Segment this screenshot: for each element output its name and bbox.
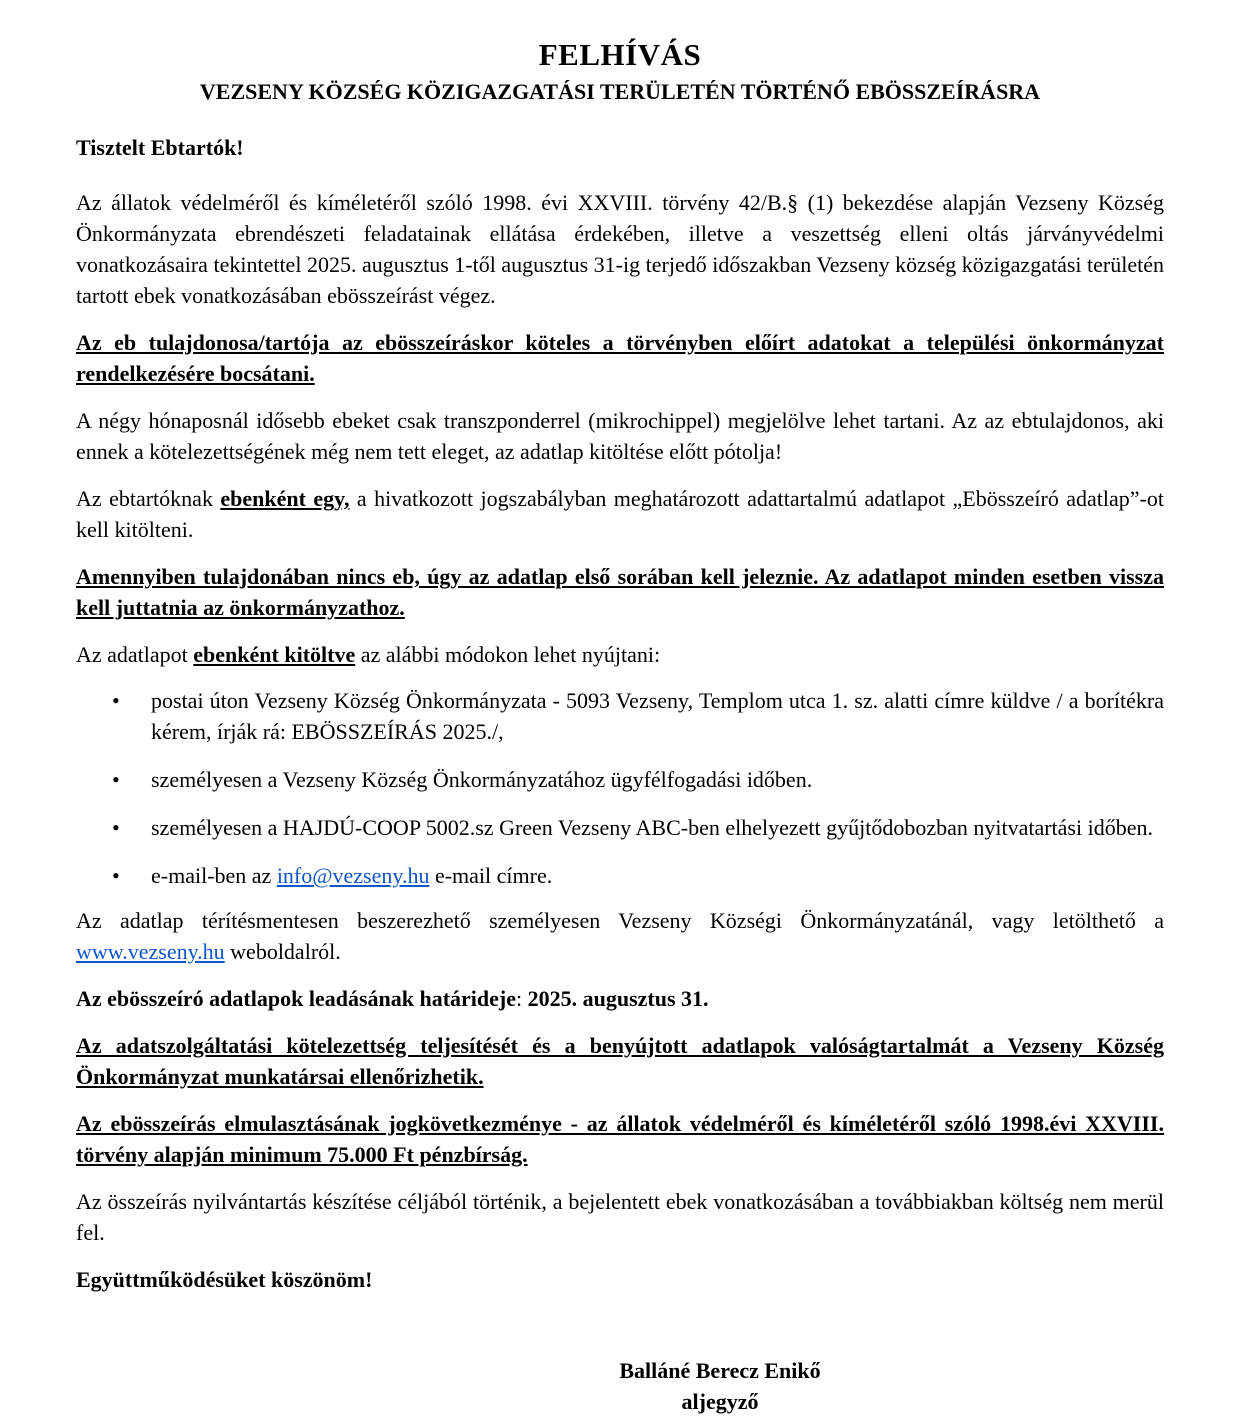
submission-methods-list [76,685,1164,891]
form-note-suffix: a hivatkozott jogszabályban meghatározott adattartalmú adatlapot „Ebösszeíró adatlap”-ot kell kitölteni. [76,486,1165,542]
website-link[interactable]: www.vezseny.hu [76,939,225,964]
obligation-paragraph: Az eb tulajdonosa/tartója az ebösszeíráskor köteles a törvényben előírt adatokat a települési önkormányzat rendelkezésére bocsátani. [76,330,1164,386]
signature-name: Balláné Berecz Enikő [619,1358,821,1383]
form-note-emphasis: ebenként egy, [220,486,350,511]
method-email [76,860,1164,891]
penalty-paragraph: Az ebösszeírás elmulasztásának jogkövetkezménye - az állatok védelméről és kíméletéről szóló 1998.évi XXVIII. törvény alapján minimum 75.000 Ft pénzbírság. [76,1111,1164,1167]
greeting: Tisztelt Ebtartók! [76,135,244,160]
method-box-text: személyesen a HAJDÚ-COOP 5002.sz Green Vezseny ABC-ben elhelyezett gyűjtődobozban nyitvatartási időben. [151,815,1153,840]
method-email-suffix: e-mail címre. [429,863,553,888]
method-post [76,685,1164,747]
cost-note-paragraph: Az összeírás nyilvántartás készítése céljából történik, a bejelentett ebek vonatkozásában a továbbiakban költség nem merül fel. [76,1189,1164,1245]
deadline-colon: : [516,986,528,1011]
signature-role: aljegyző [681,1389,759,1414]
submit-intro-emphasis: ebenként kitöltve [193,642,356,667]
availability-suffix: weboldalról. [224,939,341,964]
microchip-paragraph: A négy hónaposnál idősebb ebeket csak transzponderrel (mikrochippel) megjelölve lehet tartani. Az az ebtulajdonos, aki ennek a kötelezettségének még nem tett eleget, az adatlap kitöltése előtt pótolja! [76,408,1164,464]
no-dog-paragraph: Amennyiben tulajdonában nincs eb, úgy az adatlap első sorában kell jeleznie. Az adatlapot minden esetben vissza kell juttatnia az önkormányzathoz. [76,564,1164,620]
method-email-prefix: e-mail-ben az [151,863,277,888]
deadline-date: 2025. augusztus 31. [527,986,709,1011]
bullet-icon: • [112,863,120,888]
document-subtitle: VEZSENY KÖZSÉG KÖZIGAZGATÁSI TERÜLETÉN TÖRTÉNŐ EBÖSSZEÍRÁSRA [199,79,1041,104]
method-collection-box [76,812,1164,843]
availability-prefix: Az adatlap térítésmentesen beszerezhető személyesen Vezseny Községi Önkormányzatánál, vagy letölthető a [76,908,1164,933]
form-note-prefix: Az ebtartóknak [76,486,221,511]
form-note-paragraph [76,483,1164,545]
thanks-line: Együttműködésüket köszönöm! [76,1267,373,1292]
verification-paragraph: Az adatszolgáltatási kötelezettség teljesítését és a benyújtott adatlapok valóságtartalmát a Vezseny Község Önkormányzat munkatársai ellenőrizhetik. [76,1033,1164,1089]
submit-intro-paragraph [76,639,1164,670]
intro-paragraph: Az állatok védelméről és kíméletéről szóló 1998. évi XXVIII. törvény 42/B.§ (1) bekezdése alapján Vezseny Község Önkormányzata ebrendészeti feladatainak ellátása érdekében, illetve a veszettség elleni oltás járványvédelmi vonatkozásaira tekintettel 2025. augusztus 1-től augusztus 31-ig terjedő időszakban Vezseny község közigazgatási területén tartott ebek vonatkozásában ebösszeírást végez. [76,190,1164,308]
deadline-paragraph [76,983,1164,1014]
bullet-icon: • [112,815,120,840]
method-personal-text: személyesen a Vezseny Község Önkormányzatához ügyfélfogadási időben. [151,767,813,792]
document-title: FELHÍVÁS [538,37,702,72]
submit-intro-prefix: Az adatlapot [76,642,194,667]
availability-paragraph [76,905,1164,967]
method-post-text: postai úton Vezseny Község Önkormányzata - 5093 Vezseny, Templom utca 1. sz. alatti címre küldve / a borítékra kérem, írják rá: EBÖSSZEÍRÁS 2025./, [151,688,1164,744]
bullet-icon: • [112,767,120,792]
bullet-icon: • [112,688,120,713]
method-personal [76,764,1164,795]
email-link[interactable]: info@vezseny.hu [276,863,430,888]
deadline-label: Az ebösszeíró adatlapok leadásának határideje [76,986,516,1011]
submit-intro-suffix: az alábbi módokon lehet nyújtani: [355,642,661,667]
